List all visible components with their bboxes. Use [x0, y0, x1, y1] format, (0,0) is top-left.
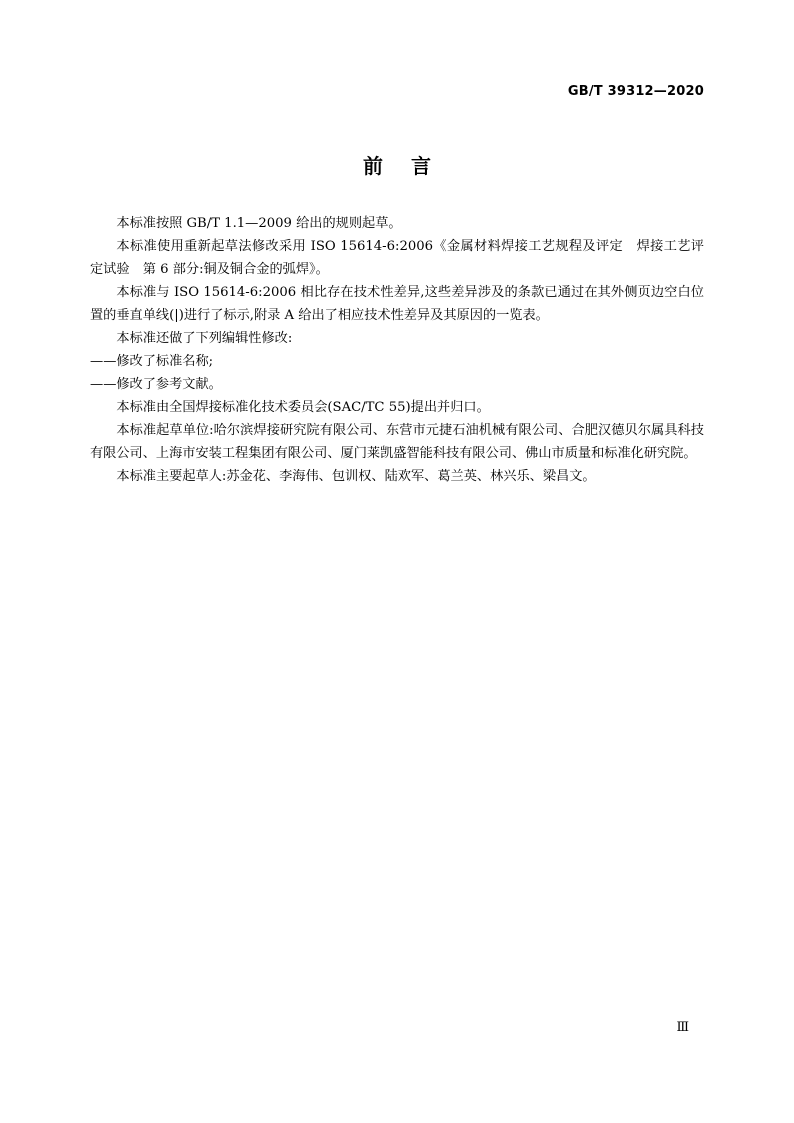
- paragraph-drafting-rules: 本标准按照 GB/T 1.1—2009 给出的规则起草。: [116, 216, 402, 231]
- document-body: [90, 212, 704, 488]
- paragraph-drafting-organizations: 本标准起草单位:哈尔滨焊接研究院有限公司、东营市元捷石油机械有限公司、合肥汉德贝尔属具科技有限公司、上海市安装工程集团有限公司、厦门莱凯盛智能科技有限公司、佛山市质量和标准化研究院。: [90, 423, 704, 461]
- paragraph-committee: 本标准由全国焊接标准化技术委员会(SAC/TC 55)提出并归口。: [116, 400, 490, 415]
- paragraph-technical-differences: 本标准与 ISO 15614-6:2006 相比存在技术性差异,这些差异涉及的条款已通过在其外侧页边空白位置的垂直单线(|)进行了标示,附录 A 给出了相应技术性差异及其原因的一览表。: [90, 285, 704, 323]
- paragraph-drafters: 本标准主要起草人:苏金花、李海伟、包训权、陆欢军、葛兰英、林兴乐、梁昌文。: [116, 469, 596, 484]
- page-number: Ⅲ: [676, 1020, 689, 1035]
- list-item-name-change: ——修改了标准名称;: [90, 354, 214, 369]
- paragraph-adoption-method: 本标准使用重新起草法修改采用 ISO 15614-6:2006《金属材料焊接工艺规程及评定 焊接工艺评定试验 第 6 部分:铜及铜合金的弧焊》。: [90, 239, 704, 277]
- page-title: 前言: [363, 154, 459, 178]
- standard-code-header: GB/T 39312—2020: [567, 84, 704, 99]
- paragraph-editorial-changes: 本标准还做了下列编辑性修改:: [116, 331, 293, 346]
- list-item-bibliography-change: ——修改了参考文献。: [90, 377, 222, 392]
